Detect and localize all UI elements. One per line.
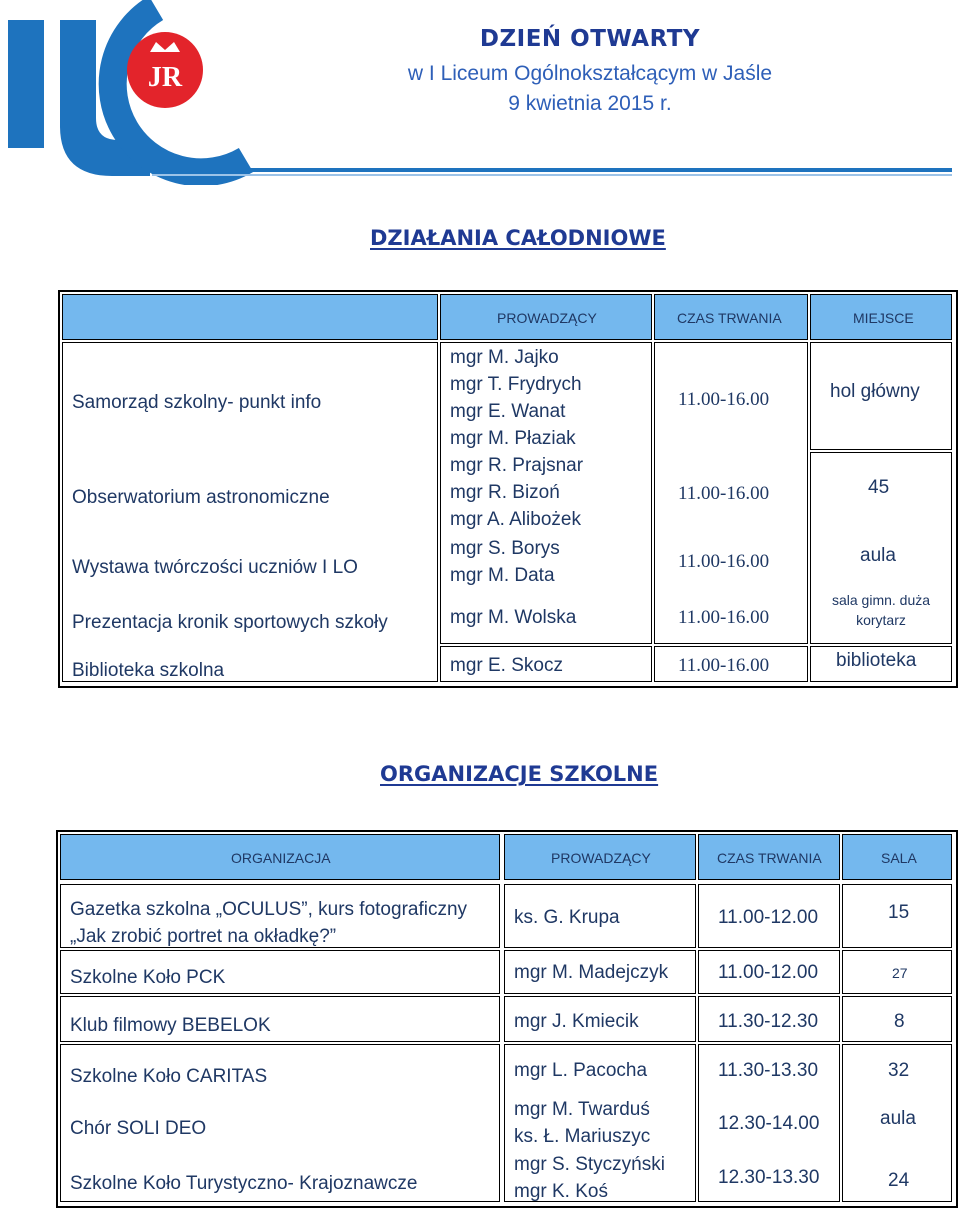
leaders-list: mgr M. Jajko mgr T. Frydrych mgr E. Wanat mgr M. Płaziak [450,347,582,449]
time-range: 11.00-16.00 [678,607,770,628]
header-cell-org [60,834,500,880]
activity-name: Obserwatorium astronomiczne [72,487,330,508]
room-number: 8 [894,1011,905,1032]
organizations-table [56,830,958,1208]
activity-name: Wystawa twórczości uczniów I LO [72,557,358,578]
leaders-list: mgr S. Borys mgr M. Data [450,538,560,586]
room-number: 24 [888,1170,910,1191]
header-cell-leaders [504,834,696,880]
place-name: biblioteka [836,650,917,671]
room-number: 15 [888,902,910,923]
place-name: 45 [868,477,890,498]
leader-name: mgr L. Pacocha [514,1060,648,1081]
activity-name: Biblioteka szkolna [72,660,225,681]
header-cell-time [654,294,808,340]
all-day-table [58,290,958,688]
time-range: 11.00-12.00 [718,907,819,928]
room-number: 27 [892,965,908,981]
section-title-organizations: ORGANIZACJE SZKOLNE [380,762,659,786]
time-range: 11.00-16.00 [678,655,770,676]
place-name: hol główny [830,381,920,402]
leaders-list: mgr M. Wolska [450,607,577,628]
leaders-list: mgr R. Prajsnar mgr R. Bizoń mgr A. Alibożek [450,455,584,530]
event-subtitle: w I Liceum Ogólnokształcącym w Jaśle [407,62,773,85]
organization-name: Szkolne Koło CARITAS [70,1066,268,1087]
organization-name: Chór SOLI DEO [70,1118,207,1139]
leader-name: mgr S. Styczyński mgr K. Koś [514,1154,665,1202]
activity-name: Samorząd szkolny- punkt info [72,392,322,413]
section-title-all-day: DZIAŁANIA CAŁODNIOWE [370,226,666,250]
leader-name: mgr M. Twarduś ks. Ł. Mariuszyc [514,1099,651,1147]
time-range: 11.00-16.00 [678,483,770,504]
leader-name: mgr J. Kmiecik [514,1011,639,1032]
place-name: sala gimn. duża korytarz [831,592,931,628]
column-header-time: CZAS TRWANIA [677,310,782,326]
header-cell-time [698,834,840,880]
place-name: aula [860,545,896,566]
header-cell-leaders [440,294,652,340]
time-range: 11.30-12.30 [718,1011,819,1032]
time-range: 12.30-14.00 [718,1113,820,1134]
organization-name: Szkolne Koło PCK [70,967,226,988]
column-header-org: ORGANIZACJA [231,850,331,866]
leader-name: ks. G. Krupa [514,907,620,928]
leaders-list: mgr E. Skocz [450,655,563,676]
organization-name: Gazetka szkolna „OCULUS”, kurs fotograficzny „Jak zrobić portret na okładkę?” [70,899,468,947]
time-range: 11.00-16.00 [678,389,770,410]
column-header-place: MIEJSCE [853,310,914,326]
time-range: 11.00-12.00 [718,962,819,983]
header-cell-room [842,834,952,880]
header-cell-empty [62,294,438,340]
event-title: DZIEŃ OTWARTY [479,26,701,52]
column-header-leaders: PROWADZĄCY [551,850,651,866]
svg-text:JR: JR [147,62,183,93]
leader-name: mgr M. Madejczyk [514,962,669,983]
organization-name: Szkolne Koło Turystyczno- Krajoznawcze [70,1173,418,1194]
header-cell-place [810,294,952,340]
room-number: aula [880,1108,916,1129]
column-header-room: SALA [881,850,917,866]
column-header-leaders: PROWADZĄCY [497,310,597,326]
time-range: 11.00-16.00 [678,551,770,572]
time-range: 12.30-13.30 [718,1167,820,1188]
activity-name: Prezentacja kronik sportowych szkoły [72,612,388,633]
column-header-time: CZAS TRWANIA [717,850,822,866]
event-date: 9 kwietnia 2015 r. [508,92,672,115]
organization-name: Klub filmowy BEBELOK [70,1015,271,1036]
time-range: 11.30-13.30 [718,1060,819,1081]
room-number: 32 [888,1060,910,1081]
